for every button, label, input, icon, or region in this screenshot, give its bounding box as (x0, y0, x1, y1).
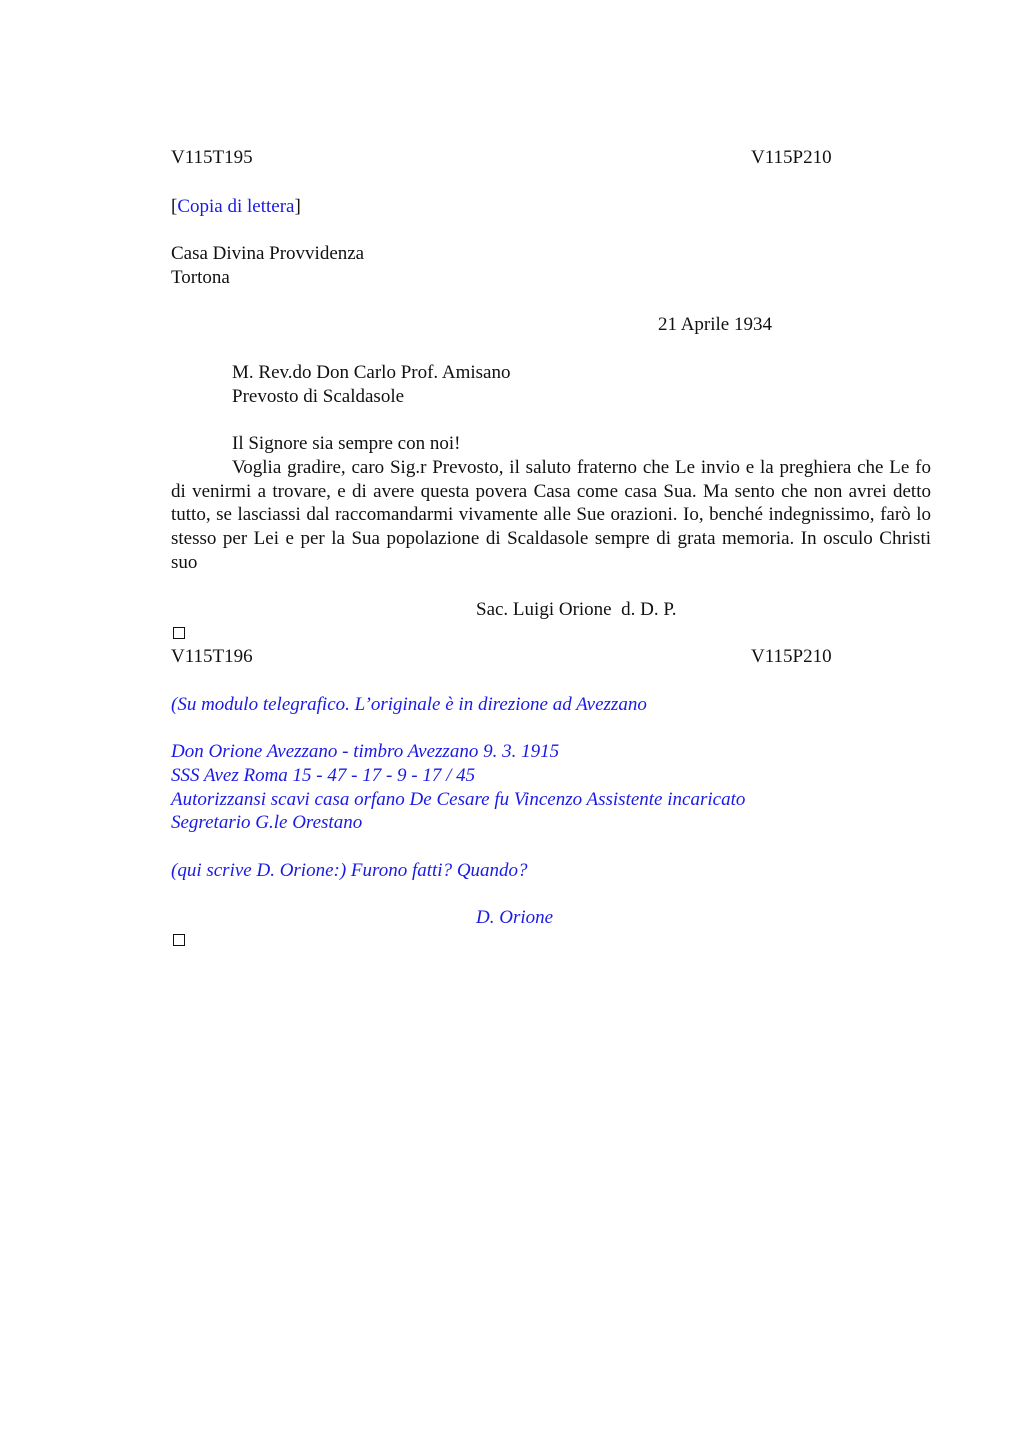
letter1-signature: Sac. Luigi Orione d. D. P. (476, 599, 677, 620)
recipient-line2: Prevosto di Scaldasole (232, 386, 405, 407)
note-open-bracket: [ (171, 196, 178, 217)
telegram-line4: Segretario G.le Orestano (171, 812, 363, 833)
letter-body (171, 456, 931, 575)
letter1-code-left: V115T195 (171, 147, 253, 168)
letter2-signature: D. Orione (476, 907, 554, 928)
letter1-code-right: V115P210 (751, 147, 832, 168)
greeting: Il Signore sia sempre con noi! (232, 433, 461, 454)
telegram-note: (Su modulo telegrafico. L’originale è in direzione ad Avezzano (171, 694, 647, 715)
letter2-code-left: V115T196 (171, 646, 253, 667)
telegram-line2: SSS Avez Roma 15 - 47 - 17 - 9 - 17 / 45 (171, 765, 476, 786)
note-close-bracket: ] (294, 196, 301, 217)
recipient-line1: M. Rev.do Don Carlo Prof. Amisano (232, 362, 511, 383)
sender-line1: Casa Divina Provvidenza (171, 243, 365, 264)
letter-date: 21 Aprile 1934 (658, 314, 772, 335)
telegram-line3: Autorizzansi scavi casa orfano De Cesare fu Vincenzo Assistente incaricato (171, 789, 746, 810)
handwritten-note: (qui scrive D. Orione:) Furono fatti? Quando? (171, 860, 528, 881)
letter2-code-right: V115P210 (751, 646, 832, 667)
letter1-editorial-note (171, 195, 301, 219)
letter-body-text: Voglia gradire, caro Sig.r Prevosto, il saluto fraterno che Le invio e la preghiera che Le fo di venirmi a trovare, e di avere questa povera Casa come casa Sua. Ma sento che non avrei detto tutto, se lasciassi dal raccomandarmi vivamente alle Sue orazioni. Io, benché indegnissimo, farò lo stesso per Lei e per la Sua popolazione di Scaldasole sempre di grata memoria. In osculo Christi suo (171, 457, 931, 573)
checkbox-square-icon (173, 934, 185, 946)
note-text: Copia di lettera (177, 196, 295, 217)
checkbox-square-icon (173, 627, 185, 639)
telegram-line1: Don Orione Avezzano - timbro Avezzano 9. 3. 1915 (171, 741, 560, 762)
sender-line2: Tortona (171, 267, 230, 288)
